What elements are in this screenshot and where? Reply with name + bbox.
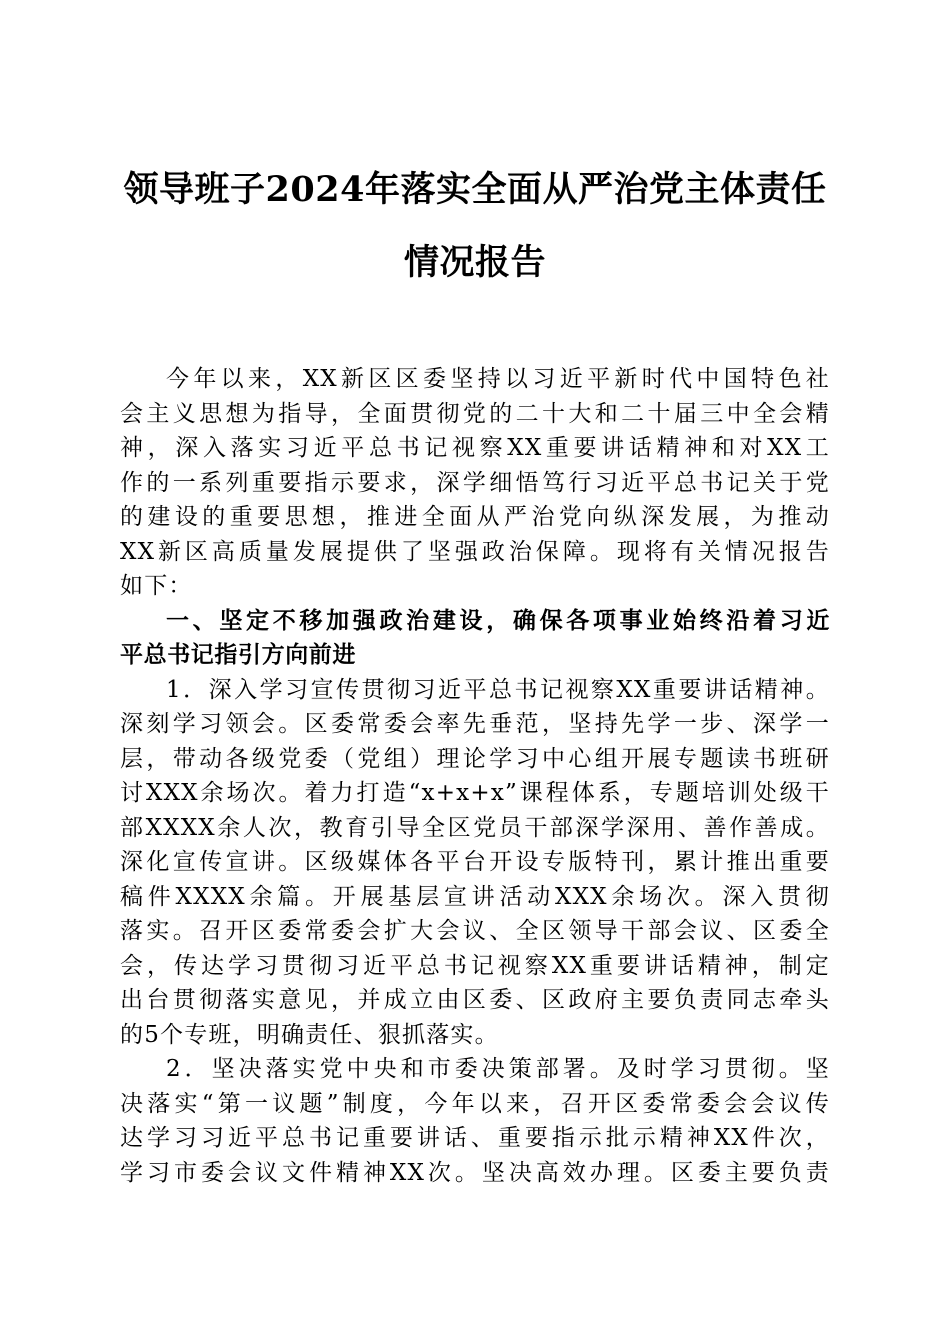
section-heading-line: 一、坚定不移加强政治建设，确保各项事业始终沿着习近 <box>166 607 830 634</box>
intro-paragraph-line: XX新区高质量发展提供了坚强政治保障。现将有关情况报告 <box>120 538 830 565</box>
item-1-line: 1．深入学习宣传贯彻习近平总书记视察XX重要讲话精神。 <box>166 676 830 703</box>
item-2-line: 达学习习近平总书记重要讲话、重要指示批示精神XX件次， <box>120 1125 830 1151</box>
item-1-line: 稿件XXXX余篇。开展基层宣讲活动XXX余场次。深入贯彻 <box>120 883 830 910</box>
item-2-line: 2．坚决落实党中央和市委决策部署。及时学习贯彻。坚 <box>166 1056 830 1082</box>
item-1-line: 讨XXX余场次。着力打造“x+x+x”课程体系，专题培训处级干 <box>120 780 830 806</box>
item-1-line: 深刻学习领会。区委常委会率先垂范，坚持先学一步、深学一 <box>120 711 830 737</box>
document-body <box>120 362 830 1190</box>
intro-paragraph-line: 的建设的重要思想，推进全面从严治党向纵深发展，为推动 <box>120 504 830 530</box>
intro-paragraph-line: 如下： <box>120 573 193 599</box>
intro-paragraph-line: 会主义思想为指导，全面贯彻党的二十大和二十届三中全会精 <box>120 400 830 427</box>
intro-paragraph-line: 神，深入落实习近平总书记视察XX重要讲话精神和对XX工 <box>120 435 830 461</box>
section-heading-line: 平总书记指引方向前进 <box>120 642 356 668</box>
item-2-line: 决落实“第一议题”制度，今年以来，召开区委常委会会议传 <box>120 1090 830 1117</box>
item-1-line: 落实。召开区委常委会扩大会议、全区领导干部会议、区委全 <box>120 918 830 944</box>
intro-paragraph-line: 作的一系列重要指示要求，深学细悟笃行习近平总书记关于党 <box>120 469 830 496</box>
intro-paragraph-line: 今年以来，XX新区区委坚持以习近平新时代中国特色社 <box>166 366 830 392</box>
item-1-line: 出台贯彻落实意见，并成立由区委、区政府主要负责同志牵头 <box>120 987 830 1013</box>
item-1-line: 会，传达学习贯彻习近平总书记视察XX重要讲话精神，制定 <box>120 952 830 979</box>
item-1-line: 深化宣传宣讲。区级媒体各平台开设专版特刊，累计推出重要 <box>120 849 830 875</box>
item-1-line: 部XXXX余人次，教育引导全区党员干部深学深用、善作善成。 <box>120 814 830 841</box>
item-1-line: 层，带动各级党委（党组）理论学习中心组开展专题读书班研 <box>120 745 830 772</box>
document-title-line-1: 领导班子2024年落实全面从严治党主体责任 <box>123 169 827 210</box>
item-2-line: 学习市委会议文件精神XX次。坚决高效办理。区委主要负责 <box>120 1159 830 1186</box>
document-title-line-2: 情况报告 <box>403 242 546 283</box>
item-1-line: 的5个专班，明确责任、狠抓落实。 <box>120 1021 499 1048</box>
